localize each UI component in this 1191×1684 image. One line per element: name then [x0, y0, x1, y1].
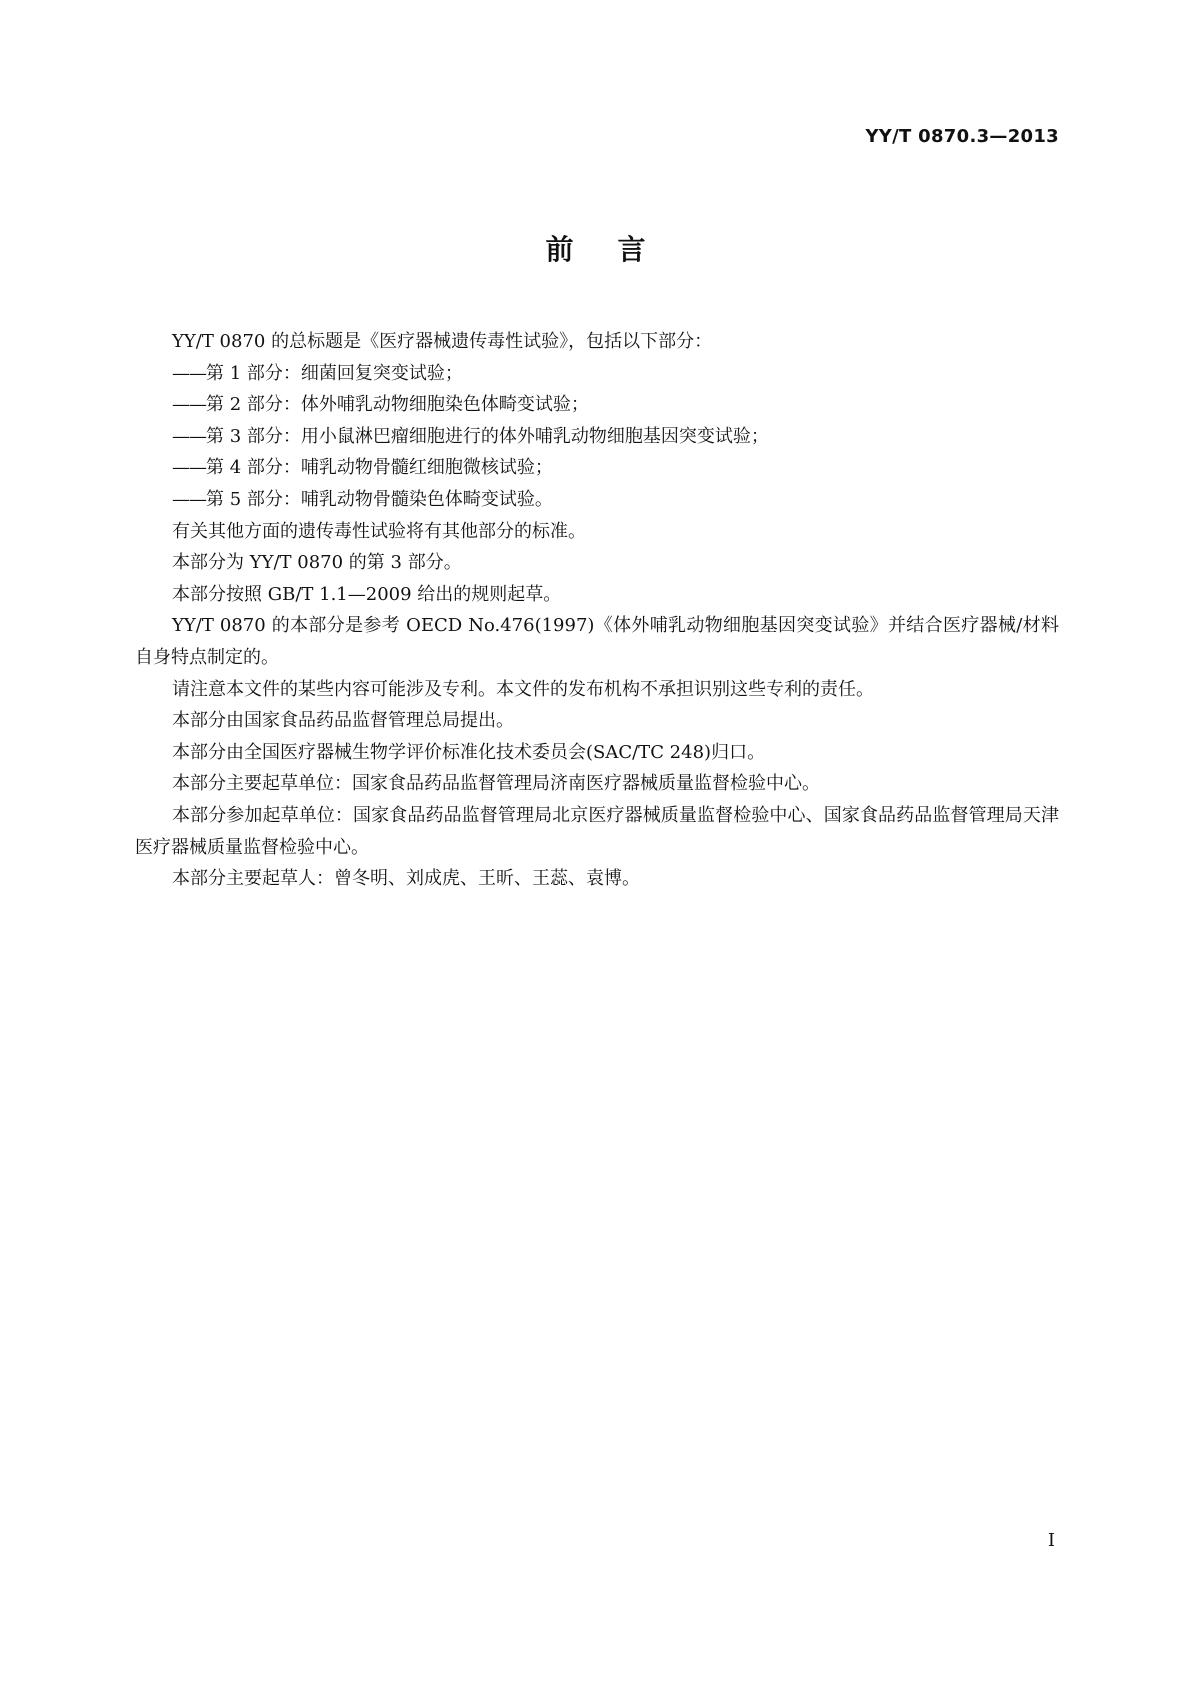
list-item-text: 第 4 部分：哺乳动物骨髓红细胞微核试验； [206, 457, 553, 479]
intro-paragraph: YY/T 0870 的总标题是《医疗器械遗传毒性试验》，包括以下部分： [172, 331, 713, 352]
document-body [135, 326, 1059, 895]
paragraph: 请注意本文件的某些内容可能涉及专利。本文件的发布机构不承担识别这些专利的责任。 [172, 678, 874, 700]
list-dash: —— [172, 362, 206, 384]
list-dash: —— [172, 488, 206, 510]
parts-list [135, 358, 1059, 516]
page-title: 前言 [545, 233, 690, 266]
paragraph: 本部分按照 GB/T 1.1—2009 给出的规则起草。 [172, 583, 562, 605]
paragraph: 本部分由全国医疗器械生物学评价标准化技术委员会(SAC/TC 248)归口。 [172, 741, 766, 763]
list-item-text: 第 5 部分：哺乳动物骨髓染色体畸变试验。 [206, 488, 553, 510]
paragraph: 有关其他方面的遗传毒性试验将有其他部分的标准。 [172, 520, 586, 542]
paragraph: 本部分主要起草人：曾冬明、刘成虎、王昕、王蕊、袁博。 [172, 868, 640, 890]
list-item-text: 第 1 部分：细菌回复突变试验； [206, 362, 463, 384]
list-item-text: 第 3 部分：用小鼠淋巴瘤细胞进行的体外哺乳动物细胞基因突变试验； [206, 425, 769, 447]
paragraph: YY/T 0870 的本部分是参考 OECD No.476(1997)《体外哺乳动物细胞基因突变试验》并结合医疗器械/材料自身特点制定的。 [135, 615, 1059, 668]
list-dash: —— [172, 394, 206, 416]
list-item [135, 484, 1059, 516]
paragraph: 本部分为 YY/T 0870 的第 3 部分。 [172, 552, 462, 574]
list-item [135, 452, 1059, 484]
list-item [135, 389, 1059, 421]
standard-number: YY/T 0870.3—2013 [865, 126, 1059, 147]
paragraph: 本部分参加起草单位：国家食品药品监督管理局北京医疗器械质量监督检验中心、国家食品药品监督管理局天津医疗器械质量监督检验中心。 [135, 804, 1059, 858]
list-dash: —— [172, 457, 206, 479]
list-item-text: 第 2 部分：体外哺乳动物细胞染色体畸变试验； [206, 394, 589, 416]
paragraph: 本部分由国家食品药品监督管理总局提出。 [172, 710, 514, 732]
page-number: I [1047, 1530, 1055, 1551]
list-item [135, 421, 1059, 453]
list-dash: —— [172, 425, 206, 447]
list-item [135, 358, 1059, 390]
paragraph: 本部分主要起草单位：国家食品药品监督管理局济南医疗器械质量监督检验中心。 [172, 773, 820, 795]
